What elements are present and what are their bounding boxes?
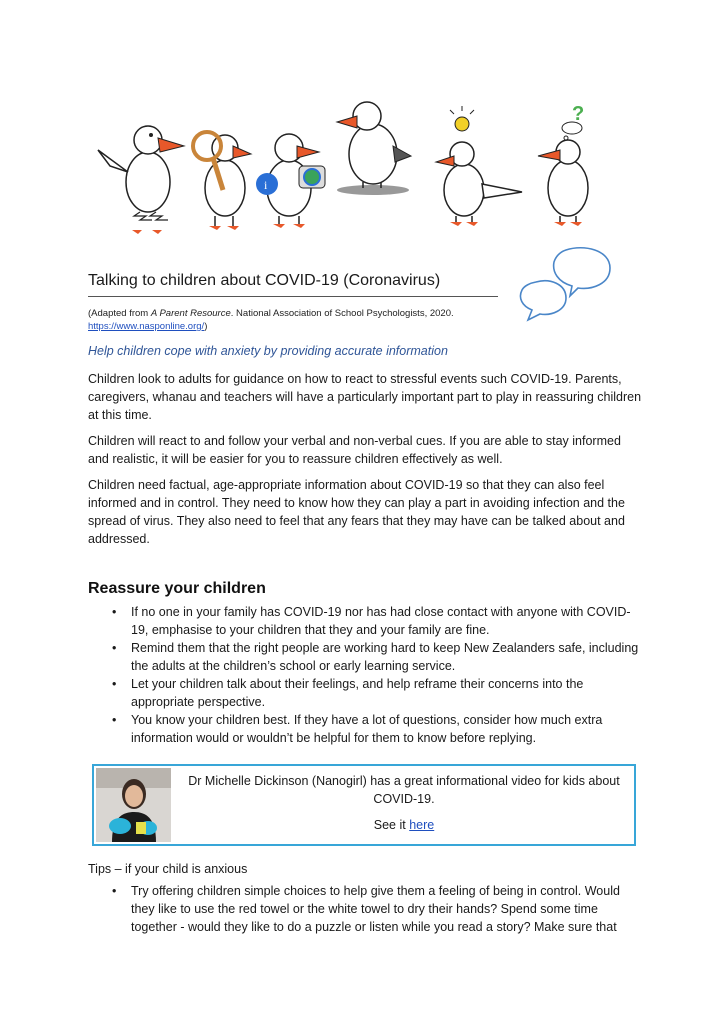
speech-bubbles-icon bbox=[514, 244, 618, 322]
citation-rest: . National Association of School Psychologists, 2020. bbox=[230, 308, 454, 319]
bird-question-icon bbox=[538, 103, 588, 226]
video-see-line bbox=[184, 818, 624, 832]
list-item-text: You know your children best. If they have a lot of questions, consider how much extra information would or wouldn’t be helpful for them to know before replying. bbox=[131, 713, 603, 745]
list-item-text: Try offering children simple choices to help give them a feeling of being in control. Would they like to use the red towel or the white towel to dry their hands? Spend some time together - would they like to do a puzzle or listen while you read a story? Make sure that bbox=[131, 884, 620, 934]
citation-book: A Parent Resource bbox=[150, 308, 231, 319]
list-item bbox=[112, 711, 642, 747]
paragraph: Children look to adults for guidance on how to react to stressful events such COVID-19. Parents, caregivers, whanau and teachers will have a particularly important part to play in reassuring children at this time. bbox=[88, 372, 642, 422]
presenter-thumbnail-icon bbox=[96, 768, 171, 842]
video-callout-box bbox=[92, 764, 636, 846]
citation-link[interactable]: https://www.nasponline.org/ bbox=[88, 321, 205, 332]
bird-thumbs-up-icon bbox=[337, 102, 411, 195]
source-citation bbox=[88, 307, 488, 333]
svg-text:?: ? bbox=[572, 103, 585, 125]
list-item bbox=[112, 639, 642, 675]
section-subheading: Help children cope with anxiety by providing accurate information bbox=[88, 344, 448, 358]
bird-lightbulb-icon bbox=[436, 106, 522, 226]
list-item-text: If no one in your family has COVID-19 nor has had close contact with anyone with COVID-19, emphasise to your children that they and your family are fine. bbox=[131, 605, 631, 637]
bullet-icon: • bbox=[112, 884, 117, 898]
bullet-icon: • bbox=[112, 605, 117, 619]
svg-text:i: i bbox=[264, 178, 268, 192]
list-item-text: Let your children talk about their feelings, and help reframe their concerns into the appropriate perspective. bbox=[131, 677, 584, 709]
bird-globe-icon bbox=[256, 134, 325, 228]
citation-suffix: ) bbox=[204, 321, 208, 332]
page-title: Talking to children about COVID-19 (Coronavirus) bbox=[88, 272, 441, 289]
reassure-list bbox=[112, 603, 642, 747]
list-item bbox=[112, 603, 642, 639]
list-item bbox=[112, 882, 642, 936]
list-item-text: Remind them that the right people are working hard to keep New Zealanders safe, including the adults at the children’s school or early learning service. bbox=[131, 641, 639, 673]
bullet-icon: • bbox=[112, 641, 117, 655]
reassure-heading: Reassure your children bbox=[88, 580, 266, 597]
bird-magnifier-icon bbox=[193, 132, 251, 230]
birds-illustration bbox=[88, 92, 628, 234]
citation-prefix: (Adapted from bbox=[88, 308, 151, 319]
list-item bbox=[112, 675, 642, 711]
bullet-icon: • bbox=[112, 713, 117, 727]
tips-heading: Tips – if your child is anxious bbox=[88, 862, 248, 876]
video-see-prefix: See it bbox=[373, 818, 410, 832]
title-underline bbox=[88, 296, 498, 297]
paragraph: Children will react to and follow your verbal and non-verbal cues. If you are able to stay informed and realistic, it will be easier for you to reassure children effectively as well. bbox=[88, 434, 621, 466]
paragraph: Children need factual, age-appropriate information about COVID-19 so that they can also feel informed and in control. They need to know how they can play a part in avoiding infection and the spread of virus. They also need to feel that any fears that they may have can be talked about and addressed. bbox=[88, 478, 625, 546]
video-description: Dr Michelle Dickinson (Nanogirl) has a great informational video for kids about COVID-19. bbox=[188, 774, 620, 806]
tips-list bbox=[112, 882, 642, 936]
bullet-icon: • bbox=[112, 677, 117, 691]
video-link[interactable]: here bbox=[409, 818, 435, 832]
bird-waving-icon bbox=[98, 126, 184, 234]
